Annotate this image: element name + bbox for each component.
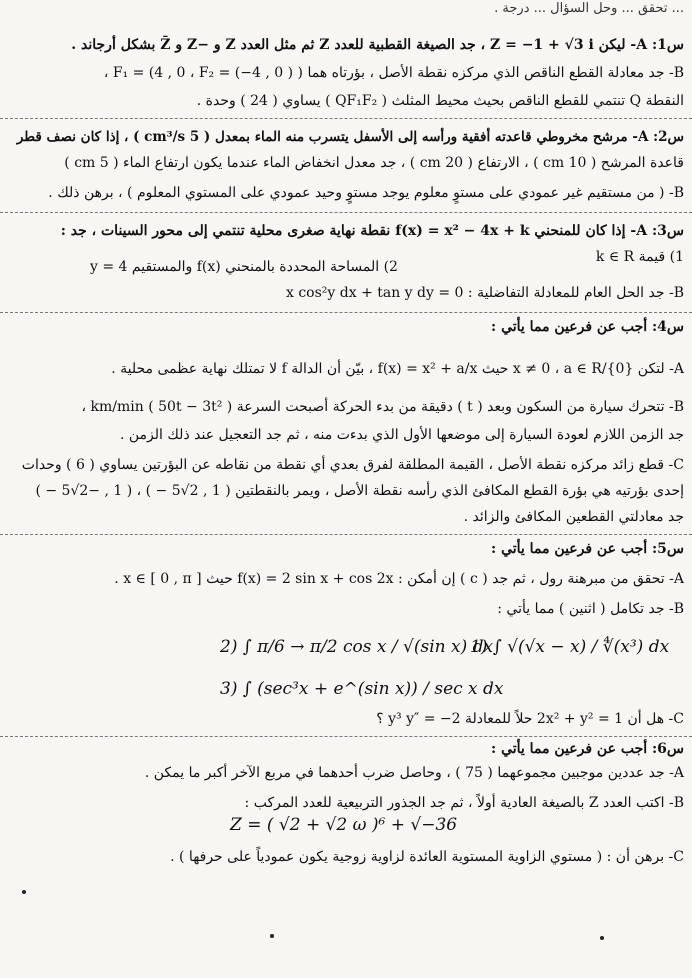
q3-part-a-item2: 2) المساحة المحددة بالمنحني f(x) والمستقيم y = 4 <box>90 259 398 275</box>
q3-part-a-line1: س3: A- إذا كان للمنحني f(x) = x² − 4x + k نقطة نهاية صغرى محلية تنتمي إلى محور السينات ، جد : <box>60 223 684 239</box>
scan-speck <box>270 934 274 938</box>
scan-speck <box>600 936 604 940</box>
top-fragment: ... تحقق ... وحل السؤال ... درجة . <box>494 1 684 16</box>
q1-part-b-line2: النقطة Q تنتمي للقطع الناقص بحيث محيط المثلث ( QF₁F₂ ) يساوي ( 24 ) وحدة . <box>196 93 684 109</box>
q5-part-c: C- هل أن 2x² + y² = 1 حلاً للمعادلة y³ y″ = −2 ؟ <box>376 711 684 727</box>
q2-part-a-line1: س2: A- مرشح مخروطي قاعدته أفقية ورأسه إلى الأسفل يتسرب منه الماء بمعدل ( 5 cm³/s ) ، إذا كان نصف قطر <box>16 129 684 145</box>
divider <box>0 312 692 313</box>
q1-part-b-line1: B- جد معادلة القطع الناقص الذي مركزه نقطة الأصل ، بؤرتاه هما ( F₁ = (4 , 0 ، F₂ = (−4 , 0 ) ، <box>103 65 684 81</box>
q6-part-b-equation: Z = ( √2 + √2 ω )⁶ + √−36 <box>230 815 458 835</box>
q4-part-a: A- لتكن x ≠ 0 ، a ∈ R/{0} حيث f(x) = x² + a/x ، بيّن أن الدالة f لا تمتلك نهاية عظمى محلية . <box>111 361 684 377</box>
q1-part-a: س1: A- ليكن Z = −1 + √3 i ، جد الصيغة القطبية للعدد Z ثم مثل العدد Z و −Z و Z̄ بشكل أرجاند . <box>71 37 684 53</box>
q5-integral-1: 1) ∫ √(√x − x) / ∜(x³) dx <box>470 637 670 657</box>
q2-part-a-line2: قاعدة المرشح ( 10 cm ) ، الارتفاع ( 20 cm ) ، جد معدل انخفاض الماء عندما يكون ارتفاع الماء ( 5 cm ) <box>64 155 684 171</box>
q6-part-b-line1: B- اكتب العدد Z بالصيغة العادية أولاً ، ثم جد الجذور التربيعية للعدد المركب : <box>244 795 684 811</box>
q4-part-b-line2: جد الزمن اللازم لعودة السيارة إلى موضعها الأول الذي بدءت منه ، ثم جد التعجيل عند ذلك الزمن . <box>120 427 684 443</box>
q5-integral-3: 3) ∫ (sec³x + e^(sin x)) / sec x dx <box>220 679 504 699</box>
divider <box>0 118 692 119</box>
q6-part-a: A- جد عددين موجبين مجموعهما ( 75 ) ، وحاصل ضرب أحدهما في مربع الآخر أكبر ما يمكن . <box>144 765 684 781</box>
q4-heading: س4: أجب عن فرعين مما يأتي : <box>491 319 684 335</box>
q6-part-c: C- برهن أن : ( مستوي الزاوية المستوية العائدة لزاوية زوجية يكون عمودياً على حرفها ) . <box>170 849 684 865</box>
q4-part-c-line2: إحدى بؤرتيه هي بؤرة القطع المكافئ الذي رأسه نقطة الأصل ، ويمر بالنقطتين ( 1 , 2√5 − ) ، ( 1 , −2√5 − ) <box>35 483 684 499</box>
q5-part-b: B- جد تكامل ( اثنين ) مما يأتي : <box>497 601 684 617</box>
q4-part-c-line3: جد معادلتي القطعين المكافئ والزائد . <box>463 509 684 525</box>
q5-part-a: A- تحقق من مبرهنة رول ، ثم جد ( c ) إن أمكن : f(x) = 2 sin x + cos 2x حيث x ∈ [ 0 , π ] . <box>114 571 684 587</box>
scan-speck <box>22 890 26 894</box>
q2-part-b: B- ( من مستقيم غير عمودي على مستوٍ معلوم يوجد مستوٍ وحيد عمودي على المستوي المعلوم ) ، برهن ذلك . <box>48 185 684 201</box>
q4-part-b-line1: B- تتحرك سيارة من السكون وبعد ( t ) دقيقة من بدء الحركة أصبحت السرعة ( 50t − 3t² ) km/min ، <box>81 399 684 415</box>
divider <box>0 212 692 213</box>
q4-part-c-line1: C- قطع زائد مركزه نقطة الأصل ، القيمة المطلقة لفرق بعدي أي نقطة من نقاطه عن البؤرتين يساوي ( 6 ) وحدات <box>21 457 684 473</box>
divider <box>0 534 692 535</box>
divider <box>0 736 692 737</box>
q5-integral-2: 2) ∫ π/6 → π/2 cos x / √(sin x) dx <box>220 637 494 657</box>
q3-part-a-item1: 1) قيمة k ∈ R <box>595 249 684 265</box>
q5-heading: س5: أجب عن فرعين مما يأتي : <box>491 541 684 557</box>
q3-part-b: B- جد الحل العام للمعادلة التفاضلية : x cos²y dx + tan y dy = 0 <box>285 285 684 301</box>
q6-heading: س6: أجب عن فرعين مما يأتي : <box>491 741 684 757</box>
